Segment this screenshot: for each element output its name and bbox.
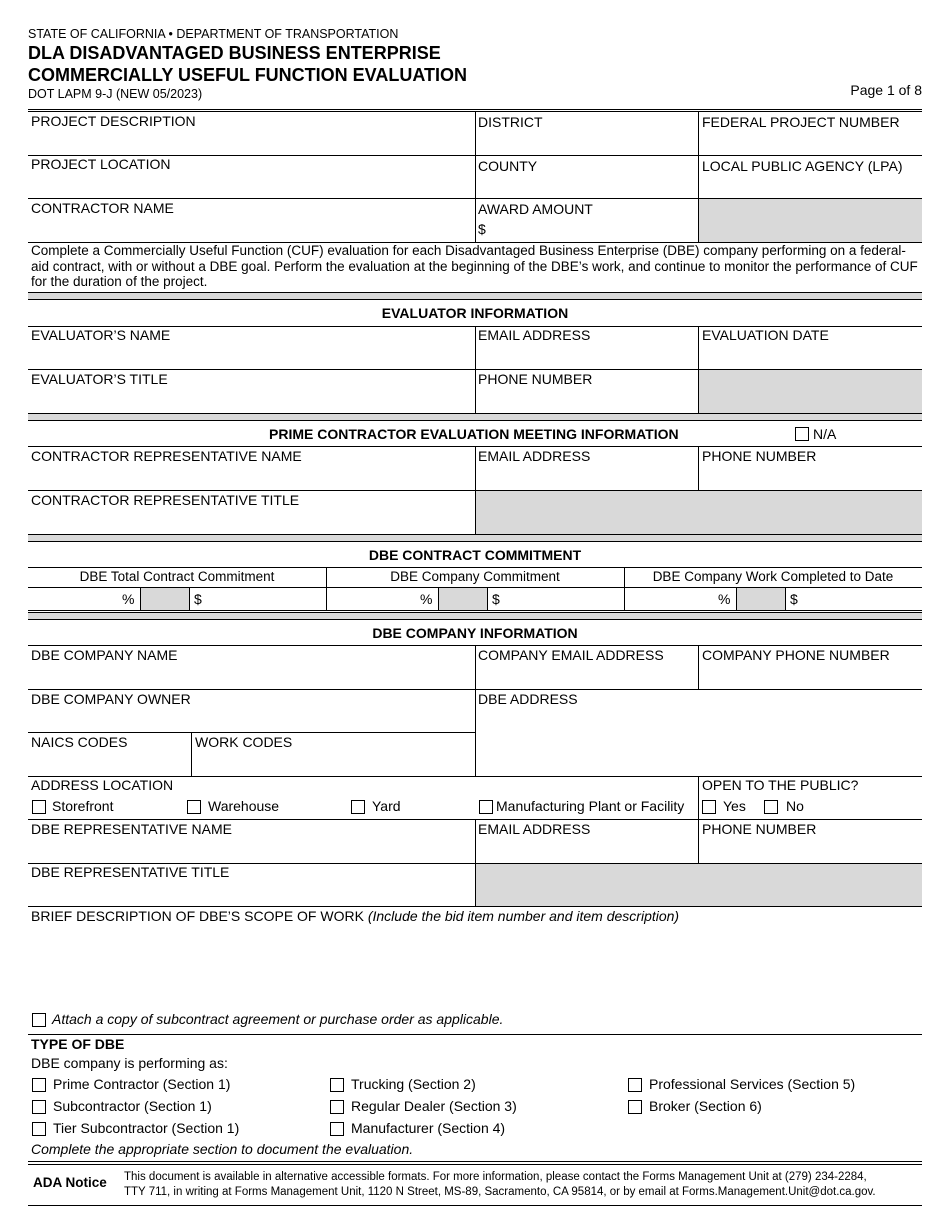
total-commitment-header: DBE Total Contract Commitment	[79, 569, 275, 584]
type-note: Complete the appropriate section to document the evaluation.	[31, 1141, 414, 1157]
regular-dealer-label: Regular Dealer (Section 3)	[351, 1098, 517, 1114]
manufacturer-checkbox[interactable]	[330, 1122, 344, 1136]
address-location-label: ADDRESS LOCATION	[31, 777, 174, 793]
subcontractor-label: Subcontractor (Section 1)	[53, 1098, 212, 1114]
company-commitment-header: DBE Company Commitment	[390, 569, 560, 584]
scope-label: BRIEF DESCRIPTION OF DBE’S SCOPE OF WORK	[31, 908, 364, 924]
manufacturer-label: Manufacturer (Section 4)	[351, 1120, 506, 1136]
company-name-field[interactable]: DBE COMPANY NAME	[31, 647, 178, 663]
scope-of-work-field[interactable]	[31, 908, 679, 924]
evaluator-name-field[interactable]: EVALUATOR’S NAME	[31, 327, 171, 343]
award-amount-field[interactable]: AWARD AMOUNT	[478, 201, 593, 217]
work-completed-pct[interactable]: %	[718, 591, 731, 607]
yard-label: Yard	[372, 798, 401, 814]
ada-label: ADA Notice	[33, 1175, 107, 1190]
project-location-field[interactable]: PROJECT LOCATION	[31, 156, 171, 172]
type-heading: TYPE OF DBE	[31, 1036, 125, 1052]
tier-subcontractor-label: Tier Subcontractor (Section 1)	[53, 1120, 240, 1136]
company-heading: DBE COMPANY INFORMATION	[372, 625, 578, 641]
evaluator-title-field[interactable]: EVALUATOR’S TITLE	[31, 371, 168, 387]
total-commitment-pct[interactable]: %	[122, 591, 135, 607]
open-public-label: OPEN TO THE PUBLIC?	[702, 777, 859, 793]
scope-note: (Include the bid item number and item description)	[367, 908, 680, 924]
page-number: Page 1 of 8	[850, 82, 922, 98]
prime-contractor-checkbox[interactable]	[32, 1078, 46, 1092]
commitment-heading: DBE CONTRACT COMMITMENT	[368, 547, 582, 563]
contractor-rep-title-field[interactable]: CONTRACTOR REPRESENTATIVE TITLE	[31, 492, 300, 508]
ada-text-line1: This document is available in alternative accessible formats. For more information, please contact the Forms Management Unit at (279) 234-2284,	[124, 1171, 867, 1183]
contractor-rep-phone-field[interactable]: PHONE NUMBER	[702, 448, 817, 464]
contractor-rep-email-field[interactable]: EMAIL ADDRESS	[478, 448, 591, 464]
agency-line: STATE OF CALIFORNIA • DEPARTMENT OF TRANSPORTATION	[28, 27, 399, 41]
evaluator-phone-field[interactable]: PHONE NUMBER	[478, 371, 593, 387]
attach-checkbox[interactable]	[32, 1013, 46, 1027]
company-phone-field[interactable]: COMPANY PHONE NUMBER	[702, 647, 890, 663]
ada-text-line2: TTY 711, in writing at Forms Management Unit, 1120 N Street, MS-89, Sacramento, CA 95814, or by email at Forms.Management.Unit@dot.ca.gov.	[124, 1186, 876, 1198]
company-owner-field[interactable]: DBE COMPANY OWNER	[31, 691, 191, 707]
prime-heading: PRIME CONTRACTOR EVALUATION MEETING INFORMATION	[269, 426, 679, 442]
form-title-line2: COMMERCIALLY USEFUL FUNCTION EVALUATION	[28, 65, 468, 85]
naics-codes-field[interactable]: NAICS CODES	[31, 734, 128, 750]
form-id: DOT LAPM 9-J (NEW 05/2023)	[28, 87, 203, 101]
storefront-label: Storefront	[52, 798, 114, 814]
work-completed-header: DBE Company Work Completed to Date	[652, 569, 894, 584]
work-codes-field[interactable]: WORK CODES	[195, 734, 293, 750]
prime-na-checkbox[interactable]	[795, 427, 809, 441]
broker-label: Broker (Section 6)	[649, 1098, 762, 1114]
company-commitment-dollar[interactable]: $	[492, 591, 500, 607]
type-subtitle: DBE company is performing as:	[31, 1055, 228, 1071]
evaluator-heading: EVALUATOR INFORMATION	[381, 305, 569, 321]
dbe-rep-name-field[interactable]: DBE REPRESENTATIVE NAME	[31, 821, 232, 837]
project-description-field[interactable]: PROJECT DESCRIPTION	[31, 113, 196, 129]
professional-services-checkbox[interactable]	[628, 1078, 642, 1092]
company-address-field[interactable]: DBE ADDRESS	[478, 691, 578, 707]
company-commitment-pct[interactable]: %	[420, 591, 433, 607]
unused-cell	[699, 199, 922, 242]
company-email-field[interactable]: COMPANY EMAIL ADDRESS	[478, 647, 664, 663]
evaluator-email-field[interactable]: EMAIL ADDRESS	[478, 327, 591, 343]
dbe-rep-email-field[interactable]: EMAIL ADDRESS	[478, 821, 591, 837]
dbe-rep-phone-field[interactable]: PHONE NUMBER	[702, 821, 817, 837]
manufacturing-checkbox[interactable]	[479, 800, 493, 814]
broker-checkbox[interactable]	[628, 1100, 642, 1114]
manufacturing-label: Manufacturing Plant or Facility	[496, 798, 685, 814]
subcontractor-checkbox[interactable]	[32, 1100, 46, 1114]
professional-services-label: Professional Services (Section 5)	[649, 1076, 856, 1092]
trucking-label: Trucking (Section 2)	[351, 1076, 476, 1092]
open-no-label: No	[786, 798, 804, 814]
award-dollar-sign: $	[478, 221, 486, 237]
warehouse-label: Warehouse	[208, 798, 280, 814]
district-field[interactable]: DISTRICT	[478, 114, 543, 130]
work-completed-dollar[interactable]: $	[790, 591, 798, 607]
yard-checkbox[interactable]	[351, 800, 365, 814]
contractor-rep-name-field[interactable]: CONTRACTOR REPRESENTATIVE NAME	[31, 448, 302, 464]
warehouse-checkbox[interactable]	[187, 800, 201, 814]
instructions-text: Complete a Commercially Useful Function (CUF) evaluation for each Disadvantaged Business Enterprise (DBE) company performing on a federal-aid contract, with or without a DBE goal. Perform the evaluation at the beginning of the DBE’s work, and continue to monitor the performance of CUF for the duration of the project.	[31, 243, 918, 289]
total-commitment-dollar[interactable]: $	[194, 591, 202, 607]
prime-contractor-label: Prime Contractor (Section 1)	[53, 1076, 231, 1092]
open-yes-checkbox[interactable]	[702, 800, 716, 814]
form-title-line1: DLA DISADVANTAGED BUSINESS ENTERPRISE	[28, 43, 441, 63]
evaluation-date-field[interactable]: EVALUATION DATE	[702, 327, 829, 343]
county-field[interactable]: COUNTY	[478, 158, 538, 174]
lpa-field[interactable]: LOCAL PUBLIC AGENCY (LPA)	[702, 158, 903, 174]
federal-project-number-field[interactable]: FEDERAL PROJECT NUMBER	[702, 114, 900, 130]
contractor-name-field[interactable]: CONTRACTOR NAME	[31, 200, 174, 216]
open-no-checkbox[interactable]	[764, 800, 778, 814]
trucking-checkbox[interactable]	[330, 1078, 344, 1092]
attach-label: Attach a copy of subcontract agreement or purchase order as applicable.	[52, 1011, 504, 1027]
open-yes-label: Yes	[723, 798, 746, 814]
prime-na-label: N/A	[813, 426, 837, 442]
storefront-checkbox[interactable]	[32, 800, 46, 814]
dbe-rep-title-field[interactable]: DBE REPRESENTATIVE TITLE	[31, 864, 230, 880]
tier-subcontractor-checkbox[interactable]	[32, 1122, 46, 1136]
regular-dealer-checkbox[interactable]	[330, 1100, 344, 1114]
